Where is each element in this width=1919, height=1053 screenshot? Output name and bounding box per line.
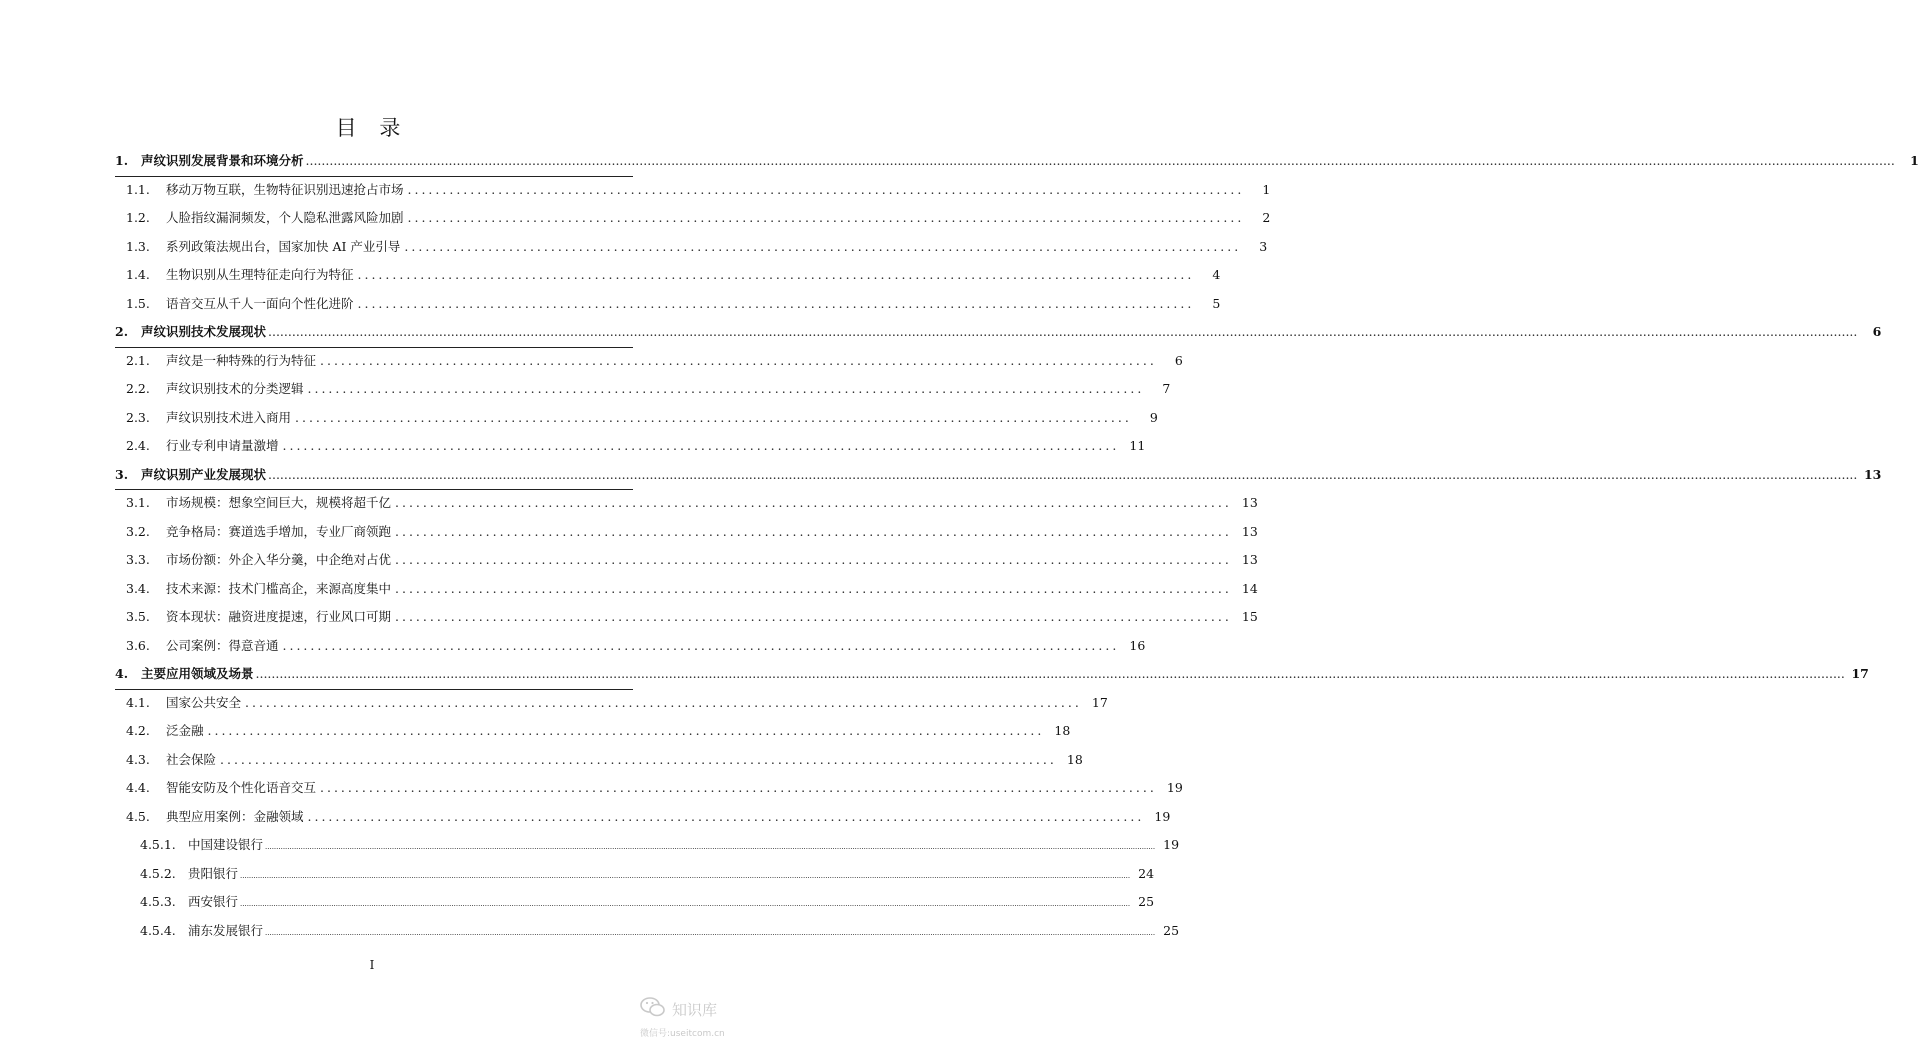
toc-entry-number: 4.5.3.	[140, 894, 176, 909]
toc-entry-page: 24	[1138, 865, 1155, 881]
toc-entry-page: 25	[1163, 922, 1180, 938]
toc-entry-4-5[interactable]	[0, 803, 1171, 832]
toc-leader-dots: ................................................................................................................................................................................................................................................................................................................................................................................................................	[255, 666, 1845, 681]
toc-entry-page: 19	[1166, 780, 1183, 795]
toc-entry-page: 13	[1241, 523, 1258, 539]
toc-entry-page: 7	[1162, 381, 1171, 396]
toc-entry-label: 声纹识别技术发展现状	[141, 324, 267, 339]
toc-entry-label: 浦东发展银行	[188, 922, 264, 938]
toc-entry-page: 2	[1262, 210, 1271, 225]
toc-entry-3[interactable]	[0, 461, 1882, 490]
toc-entry-page: 14	[1241, 580, 1258, 596]
toc-entry-label: 人脸指纹漏洞频发，个人隐私泄露风险加剧	[166, 210, 404, 225]
toc-entry-label: 泛金融	[166, 723, 204, 738]
toc-entry-1-4[interactable]	[0, 261, 1221, 290]
toc-entry-label: 资本现状：融资进度提速，行业风口可期	[166, 609, 392, 624]
toc-leader-dots: ........................................................................................................................	[282, 438, 1120, 453]
toc-entry-label: 典型应用案例：金融领域	[166, 808, 304, 824]
toc-leader-dots: ................................................................................................................................................................................................................................................................................................................................................................................................................	[268, 324, 1858, 339]
toc-entry-label: 市场份额：外企入华分羹，中企绝对占优	[166, 552, 392, 567]
toc-leader-dots: ........................................................................................................................	[395, 523, 1232, 539]
toc-entry-label: 声纹是一种特殊的行为特征	[166, 352, 317, 368]
toc-leader-dots: ................................................................................................................................................................................................................................................................................................................................................................................................................	[305, 153, 1895, 168]
toc-entry-number: 4.	[115, 666, 129, 681]
toc-entry-page: 13	[1241, 495, 1258, 510]
watermark	[640, 996, 740, 1039]
toc-leader-dots: ........................................................................................................................	[320, 352, 1157, 368]
toc-leader-dots: ........................................................................................................................	[245, 694, 1082, 710]
toc-entry-1-1[interactable]	[0, 176, 1271, 205]
toc-entry-3-6[interactable]	[0, 632, 1146, 661]
toc-entry-number: 3.	[115, 466, 129, 482]
toc-entry-page: 4	[1212, 267, 1221, 282]
toc-entry-number: 3.6.	[126, 637, 150, 653]
toc-entry-4-5-4[interactable]	[0, 917, 1180, 946]
toc-entry-number: 3.5.	[126, 609, 150, 624]
toc-entry-number: 4.4.	[126, 780, 150, 795]
toc-entry-page: 19	[1154, 808, 1171, 824]
toc-entry-4-3[interactable]	[0, 746, 1083, 775]
toc-entry-page: 18	[1054, 723, 1071, 738]
toc-entry-page: 1	[1262, 181, 1271, 197]
toc-entry-page: 9	[1149, 409, 1158, 425]
toc-entry-2-3[interactable]	[0, 404, 1158, 433]
toc-leader-dots: ........................................................................................................................	[295, 409, 1132, 425]
toc-leader-dots: ........................................................................................................................	[395, 495, 1232, 510]
page-number: I	[369, 958, 375, 972]
toc-entry-page: 19	[1163, 837, 1180, 852]
toc-entry-label: 公司案例：得意音通	[166, 637, 279, 653]
toc-entry-page: 5	[1212, 295, 1221, 311]
toc-entry-label: 贵阳银行	[188, 865, 239, 881]
toc-leader-dots: ................................................................................................................................................................................................................................................................................................................................................................................................................	[265, 928, 1156, 937]
toc-entry-1[interactable]	[0, 147, 1919, 176]
toc-entry-number: 3.3.	[126, 552, 150, 567]
toc-entry-label: 技术来源：技术门槛高企，来源高度集中	[166, 580, 392, 596]
toc-entry-number: 1.5.	[126, 295, 150, 311]
toc-entry-label: 智能安防及个性化语音交互	[166, 780, 317, 795]
toc-entry-page: 25	[1138, 894, 1155, 909]
toc-leader-dots: ........................................................................................................................	[395, 609, 1232, 624]
toc-entry-number: 1.2.	[126, 210, 150, 225]
toc-entry-page: 11	[1129, 438, 1146, 453]
toc-entry-2[interactable]	[0, 318, 1882, 347]
toc-entry-2-4[interactable]	[0, 432, 1146, 461]
toc-entry-number: 4.3.	[126, 751, 150, 767]
toc-entry-number: 4.1.	[126, 694, 150, 710]
wechat-icon	[640, 996, 666, 1022]
toc-entry-number: 4.5.	[126, 808, 150, 824]
toc-leader-dots: ................................................................................................................................................................................................................................................................................................................................................................................................................	[240, 900, 1131, 908]
toc-entry-number: 4.5.2.	[140, 865, 176, 881]
toc-entry-3-1[interactable]	[0, 489, 1258, 518]
toc-leader-dots: ........................................................................................................................	[395, 580, 1232, 596]
toc-entry-label: 移动万物互联，生物特征识别迅速抢占市场	[166, 181, 404, 197]
toc-entry-label: 中国建设银行	[188, 837, 264, 852]
toc-leader-dots: ........................................................................................................................	[395, 552, 1232, 567]
toc-entry-4-1[interactable]	[0, 689, 1108, 718]
toc-entry-number: 2.	[115, 324, 129, 339]
toc-entry-number: 4.2.	[126, 723, 150, 738]
toc-entry-label: 声纹识别产业发展现状	[141, 466, 267, 482]
toc-entry-number: 2.3.	[126, 409, 150, 425]
toc-leader-dots: ........................................................................................................................	[282, 637, 1120, 653]
toc-entry-1-3[interactable]	[0, 233, 1268, 262]
toc-entry-4-5-3[interactable]	[0, 888, 1155, 917]
toc-entry-number: 3.2.	[126, 523, 150, 539]
toc-entry-number: 3.4.	[126, 580, 150, 596]
toc-entry-page: 16	[1129, 637, 1146, 653]
toc-entry-4-2[interactable]	[0, 717, 1071, 746]
toc-entry-number: 4.5.1.	[140, 837, 176, 852]
toc-leader-dots: ........................................................................................................................	[307, 381, 1145, 396]
toc-leader-dots: ........................................................................................................................	[407, 210, 1245, 225]
toc-entry-number: 1.3.	[126, 238, 150, 254]
toc-entry-3-2[interactable]	[0, 518, 1258, 547]
toc-entry-page: 3	[1259, 238, 1268, 254]
toc-entry-label: 声纹识别技术进入商用	[166, 409, 292, 425]
toc-entry-label: 行业专利申请量激增	[166, 438, 279, 453]
toc-leader-dots: ................................................................................................................................................................................................................................................................................................................................................................................................................	[268, 466, 1858, 482]
toc-leader-dots: ........................................................................................................................	[320, 780, 1157, 795]
toc-entry-page: 13	[1863, 466, 1882, 482]
toc-leader-dots: ........................................................................................................................	[307, 808, 1145, 824]
toc-entry-3-3[interactable]	[0, 546, 1258, 575]
toc-entry-label: 声纹识别发展背景和环境分析	[141, 153, 304, 168]
toc-entry-page: 17	[1851, 666, 1869, 681]
toc-entry-number: 3.1.	[126, 495, 150, 510]
toc-entry-label: 社会保险	[166, 751, 217, 767]
toc-entry-number: 2.1.	[126, 352, 150, 368]
toc-entry-4-5-1[interactable]	[0, 831, 1180, 860]
toc-leader-dots: ........................................................................................................................	[407, 181, 1245, 197]
toc-entry-page: 18	[1066, 751, 1083, 767]
toc-entry-1-5[interactable]	[0, 290, 1221, 319]
toc-entry-label: 国家公共安全	[166, 694, 242, 710]
toc-leader-dots: ........................................................................................................................	[357, 295, 1195, 311]
toc-entry-label: 系列政策法规出台，国家加快 AI 产业引导	[166, 238, 401, 254]
toc-entry-label: 生物识别从生理特征走向行为特征	[166, 267, 354, 282]
toc-entry-number: 4.5.4.	[140, 922, 176, 938]
toc-entry-4[interactable]	[0, 660, 1869, 689]
toc-entry-page: 13	[1241, 552, 1258, 567]
watermark-name: 知识库	[672, 1000, 718, 1019]
page-title: 目 录	[335, 116, 409, 140]
toc-entry-3-4[interactable]	[0, 575, 1258, 604]
toc-entry-2-2[interactable]	[0, 375, 1171, 404]
toc-entry-page: 6	[1872, 324, 1882, 339]
toc-entry-label: 主要应用领域及场景	[141, 666, 254, 681]
toc-entry-3-5[interactable]	[0, 603, 1258, 632]
toc-entry-number: 1.1.	[126, 181, 150, 197]
toc-leader-dots: ................................................................................................................................................................................................................................................................................................................................................................................................................	[240, 871, 1131, 880]
toc-leader-dots: ........................................................................................................................	[207, 723, 1045, 738]
toc-entry-label: 市场规模：想象空间巨大，规模将超千亿	[166, 495, 392, 510]
toc-entry-label: 竞争格局：赛道选手增加，专业厂商领跑	[166, 523, 392, 539]
toc-leader-dots: ........................................................................................................................	[357, 267, 1195, 282]
toc-leader-dots: ........................................................................................................................	[404, 238, 1242, 254]
toc-entry-label: 声纹识别技术的分类逻辑	[166, 381, 304, 396]
toc-entry-1-2[interactable]	[0, 204, 1271, 233]
toc-entry-page: 6	[1174, 352, 1183, 368]
toc-entry-number: 2.4.	[126, 438, 150, 453]
table-of-contents	[0, 147, 1919, 945]
toc-leader-dots: ........................................................................................................................	[220, 751, 1057, 767]
toc-entry-page: 1	[1910, 153, 1919, 168]
toc-entry-4-4[interactable]	[0, 774, 1183, 803]
toc-entry-number: 2.2.	[126, 381, 150, 396]
toc-entry-label: 西安银行	[188, 894, 239, 909]
toc-entry-label: 语音交互从千人一面向个性化进阶	[166, 295, 354, 311]
toc-entry-4-5-2[interactable]	[0, 860, 1155, 889]
toc-entry-page: 17	[1091, 694, 1108, 710]
toc-entry-number: 1.	[115, 153, 129, 168]
watermark-subtitle: 微信号:useitcom.cn	[640, 1029, 725, 1039]
toc-entry-2-1[interactable]	[0, 347, 1183, 376]
toc-leader-dots: ................................................................................................................................................................................................................................................................................................................................................................................................................	[265, 843, 1156, 851]
toc-entry-number: 1.4.	[126, 267, 150, 282]
toc-entry-page: 15	[1241, 609, 1258, 624]
